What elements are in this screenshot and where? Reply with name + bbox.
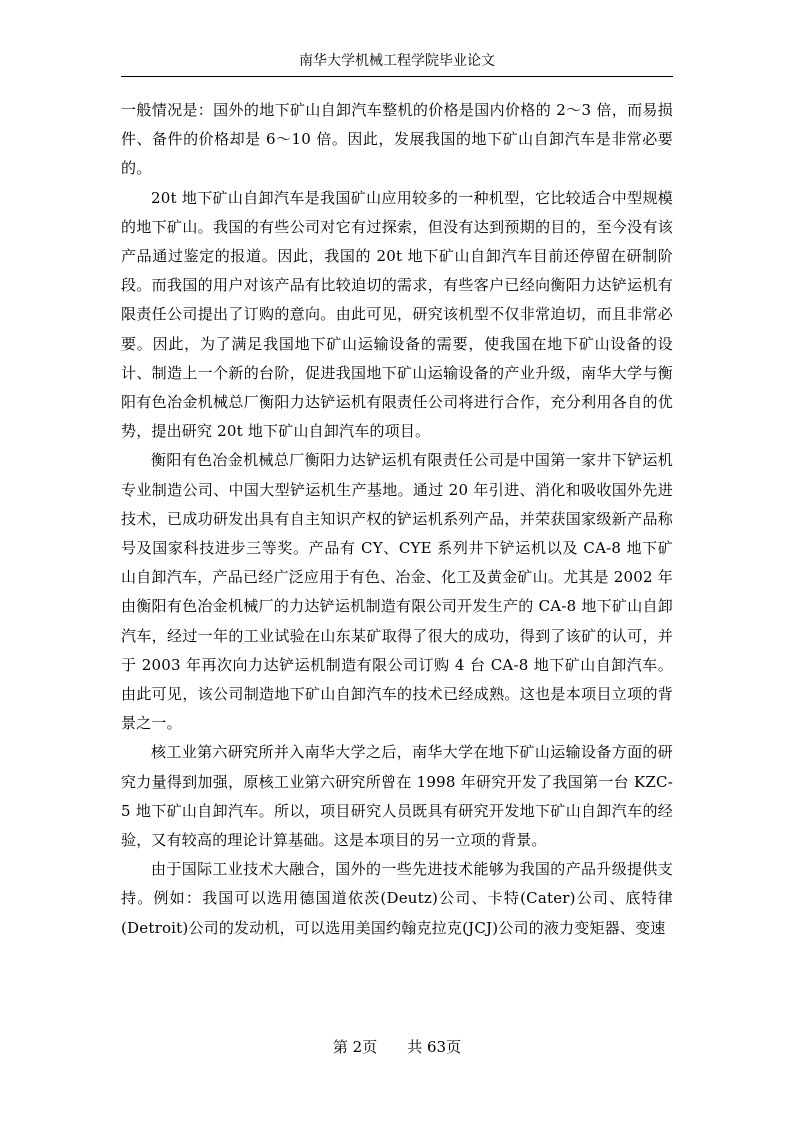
paragraph-nuclear-institute: 核工业第六研究所并入南华大学之后，南华大学在地下矿山运输设备方面的研究力量得到加强，原核工业第六研究所曾在 1998 年研究开发了我国第一台 KZC-5 地下矿山自卸汽车。所以，项目研究人员既具有研究开发地下矿山自卸汽车的经验，又有较高的理论计算基础。这是本项目的另一立项的背景。	[121, 743, 673, 850]
header-title: 南华大学机械工程学院毕业论文	[299, 53, 495, 69]
paragraph-continuation: 一般情况是：国外的地下矿山自卸汽车整机的价格是国内价格的 2～3 倍，而易损件、备件的价格却是 6～10 倍。因此，发展我国的地下矿山自卸汽车是非常必要的。	[121, 101, 673, 178]
page-header	[121, 50, 673, 77]
page-total: 共 63页	[407, 1038, 462, 1056]
body-text	[121, 96, 673, 943]
paragraph-hengyang-company: 衡阳有色冶金机械总厂衡阳力达铲运机有限责任公司是中国第一家井下铲运机专业制造公司、中国大型铲运机生产基地。通过 20 年引进、消化和吸收国外先进技术，已成功研发出具有自主知识产权的铲运机系列产品，并荣获国家级新产品称号及国家科技进步三等奖。产品有 CY、CYE 系列井下铲运机以及 CA-8 地下矿山自卸汽车，产品已经广泛应用于有色、冶金、化工及黄金矿山。尤其是 2002 年由衡阳有色冶金机械厂的力达铲运机制造有限公司开发生产的 CA-8 地下矿山自卸汽车，经过一年的工业试验在山东某矿取得了很大的成功，得到了该矿的认可，并于 2003 年再次向力达铲运机制造有限公司订购 4 台 CA-8 地下矿山自卸汽车。由此可见，该公司制造地下矿山自卸汽车的技术已经成熟。这也是本项目立项的背景之一。	[121, 451, 673, 733]
paragraph-20t-truck: 20t 地下矿山自卸汽车是我国矿山应用较多的一种机型，它比较适合中型规模的地下矿山。我国的有些公司对它有过探索，但没有达到预期的目的，至今没有该产品通过鉴定的报道。因此，我国的 20t 地下矿山自卸汽车目前还停留在研制阶段。而我国的用户对该产品有比较迫切的需求，有些客户已经向衡阳力达铲运机有限责任公司提出了订购的意向。由此可见，研究该机型不仅非常迫切，而且非常必要。因此，为了满足我国地下矿山运输设备的需要，使我国在地下矿山设备的设计、制造上一个新的台阶，促进我国地下矿山运输设备的产业升级，南华大学与衡阳有色冶金机械总厂衡阳力达铲运机有限责任公司将进行合作，充分利用各自的优势，提出研究 20t 地下矿山自卸汽车的项目。	[121, 188, 673, 441]
paragraph-international-tech: 由于国际工业技术大融合，国外的一些先进技术能够为我国的产品升级提供支持。例如：我国可以选用德国道依茨(Deutz)公司、卡特(Cater)公司、底特律(Detroit)公司的发动机，可以选用美国约翰克拉克(JCJ)公司的液力变矩器、变速	[121, 860, 673, 937]
page-number: 第 2页	[332, 1038, 378, 1056]
page-footer	[121, 1036, 673, 1058]
